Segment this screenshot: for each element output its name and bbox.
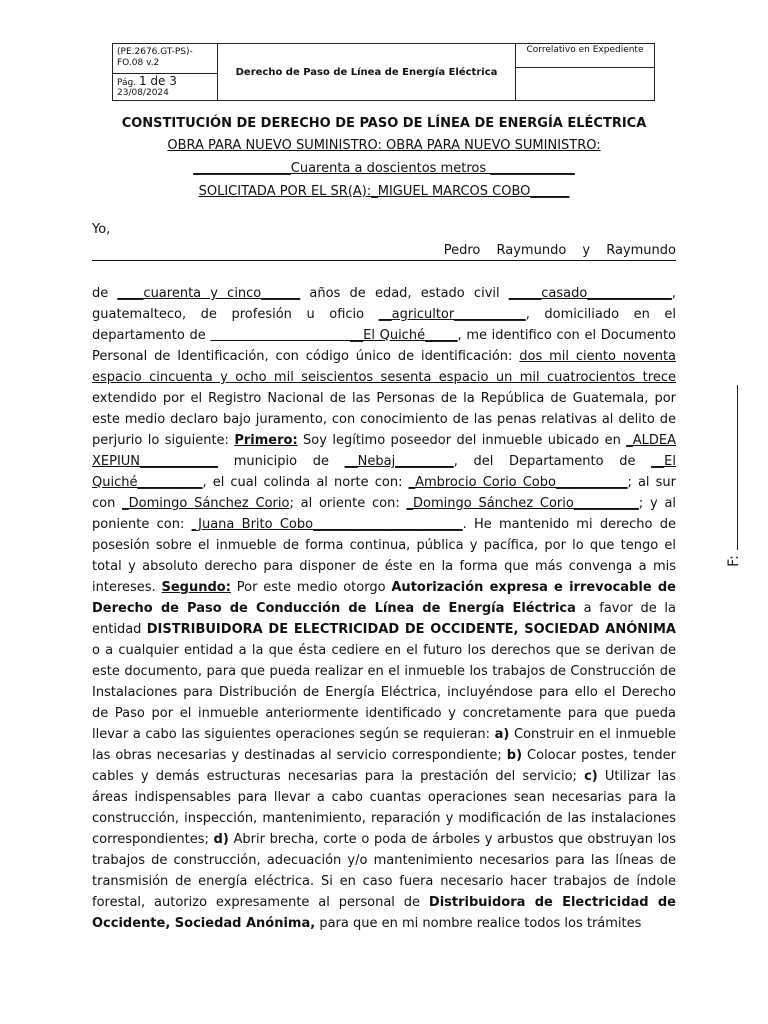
- authorization-phrase: Autorización expresa e irrevocable de Derecho de Paso de Conducción de Línea de Energía Eléctrica: [92, 580, 676, 616]
- text-segment: ; al sur con: [92, 475, 676, 511]
- item-c-label: c): [584, 769, 598, 784]
- requester-subtitle: SOLICITADA POR EL SR(A):_MIGUEL MARCOS COBO______: [198, 184, 570, 199]
- text-segment: a favor de la entidad: [92, 601, 676, 637]
- distance-subtitle: _______________Cuarenta a doscientos metros _____________: [193, 161, 575, 176]
- item-d-label: d): [213, 832, 229, 847]
- yo-line: Yo,: [92, 222, 111, 237]
- north-neighbor-field: _Ambrocio Corio Cobo___________: [408, 475, 628, 490]
- department2-field: __El Quiché__________: [92, 454, 676, 490]
- text-segment: Por este medio otorgo: [230, 580, 392, 595]
- text-segment: Abrir brecha, corte o poda de árboles y arbustos que obstruyan los trabajos de construcción, adecuación y/o mantenimiento necesarios para las líneas de transmisión de energía eléctrica. Si en caso fuera necesario hacer trabajos de índole forestal, autorizo expresamente al personal de: [92, 832, 676, 910]
- page-prefix: Pág.: [117, 78, 139, 88]
- declarant-name-line: [92, 240, 676, 261]
- aldea-field: _ALDEA XEPIUN____________: [92, 433, 676, 469]
- page-number: 1 de 3: [138, 74, 177, 88]
- form-date: 23/08/2024: [117, 88, 169, 98]
- occupation-field: __agricultor___________: [378, 307, 526, 322]
- spacer: [92, 261, 676, 283]
- declarant-name: Pedro Raymundo y Raymundo: [443, 243, 676, 258]
- declaration-paragraph: [92, 283, 676, 934]
- west-neighbor-field: _Juana Brito Cobo_______________________: [191, 517, 463, 532]
- text-segment: Colocar postes, tender cables y demás estructuras necesarias para la prestación del servicio;: [92, 748, 676, 784]
- signature-line: [737, 385, 738, 550]
- south-neighbor-field: _Domingo Sánchez Corio: [122, 496, 290, 511]
- text-segment: , domiciliado en el departamento de: [92, 307, 677, 343]
- text-segment: o a cualquier entidad a la que ésta cediere en el futuro los derechos que se derivan de este documento, para que pueda realizar en el inmueble los trabajos de Construcción de Instalaciones para Distribución de Energía Eléctrica, incluyéndose para ello el Derecho de Paso por el inmueble anteriormente identificado y concretamente para que pueda llevar a cabo las siguientes operaciones según se requieran:: [92, 643, 676, 742]
- correlativo-label: Correlativo en Expediente: [516, 44, 654, 68]
- signature-label: F:: [725, 555, 742, 567]
- header-document-title: Derecho de Paso de Línea de Energía Eléctrica: [218, 44, 516, 100]
- text-segment: . He mantenido mi derecho de posesión sobre el inmueble de forma continua, pública y pacífica, por lo que tengo el total y absoluto derecho para disponer de éste en la forma que más convenga a mis intereses.: [92, 517, 676, 595]
- obra-subtitle: OBRA PARA NUEVO SUMINISTRO: OBRA PARA NUEVO SUMINISTRO:: [167, 138, 601, 153]
- text-segment: ; y al poniente con:: [92, 496, 677, 532]
- text-segment: Utilizar las áreas indispensables para llevar a cabo cuantas operaciones sean necesarias para la construcción, inspección, mantenimiento, reparación y modificación de las instalaciones correspondientes;: [92, 769, 676, 847]
- form-code: (PE.2676.GT-PS)-FO.08 v.2: [113, 44, 217, 74]
- east-neighbor-field: _Domingo Sánchez Corio__________: [406, 496, 639, 511]
- entity-name: DISTRIBUIDORA DE ELECTRICIDAD DE OCCIDENTE, SOCIEDAD ANÓNIMA: [146, 622, 676, 637]
- municipality-field: __Nebaj_________: [344, 454, 454, 469]
- text-segment: extendido por el Registro Nacional de las Personas de la República de Guatemala, por este medio declaro bajo juramento, con conocimiento de las penas relativas al delito de perjurio lo siguiente:: [92, 391, 676, 448]
- cui-field: dos mil ciento noventa espacio cincuenta y ocho mil seiscientos sesenta espacio un mil cuatrocientos trece: [92, 349, 677, 385]
- text-segment: , guatemalteco, de profesión u oficio: [92, 286, 676, 322]
- text-segment: de: [92, 286, 118, 301]
- segundo-label: Segundo:: [161, 580, 231, 595]
- item-b-label: b): [506, 748, 523, 763]
- text-segment: para que en mi nombre realice todos los trámites: [315, 916, 642, 931]
- document-body: [92, 219, 676, 934]
- text-segment: ; al oriente con:: [289, 496, 407, 511]
- text-segment: años de edad, estado civil: [300, 286, 509, 301]
- age-field: ____cuarenta y cinco______: [117, 286, 301, 301]
- text-segment: , el cual colinda al norte con:: [202, 475, 409, 490]
- text-segment: Construir en el inmueble las obras necesarias y destinadas al servicio correspondiente;: [92, 727, 677, 763]
- main-title: CONSTITUCIÓN DE DERECHO DE PASO DE LÍNEA DE ENERGÍA ELÉCTRICA: [121, 116, 647, 131]
- margin-signature: [726, 385, 742, 575]
- civil-status-field: _____casado_____________: [508, 286, 672, 301]
- item-a-label: a): [494, 727, 510, 742]
- correlativo-field: [516, 68, 654, 100]
- page-info: [113, 74, 217, 100]
- text-segment: , me identifico con el Documento Personal de Identificación, con código único de identificación:: [92, 328, 677, 364]
- primero-label: Primero:: [234, 433, 298, 448]
- header-right-column: [516, 44, 654, 100]
- distributor-name: Distribuidora de Electricidad de Occidente, Sociedad Anónima,: [92, 895, 676, 931]
- document-header-table: [112, 43, 655, 101]
- header-left-column: [113, 44, 218, 100]
- text-segment: , del Departamento de: [453, 454, 652, 469]
- text-segment: Soy legítimo poseedor del inmueble ubicado en: [297, 433, 627, 448]
- text-segment: municipio de: [218, 454, 345, 469]
- department-field: __El Quiché_____: [210, 328, 458, 343]
